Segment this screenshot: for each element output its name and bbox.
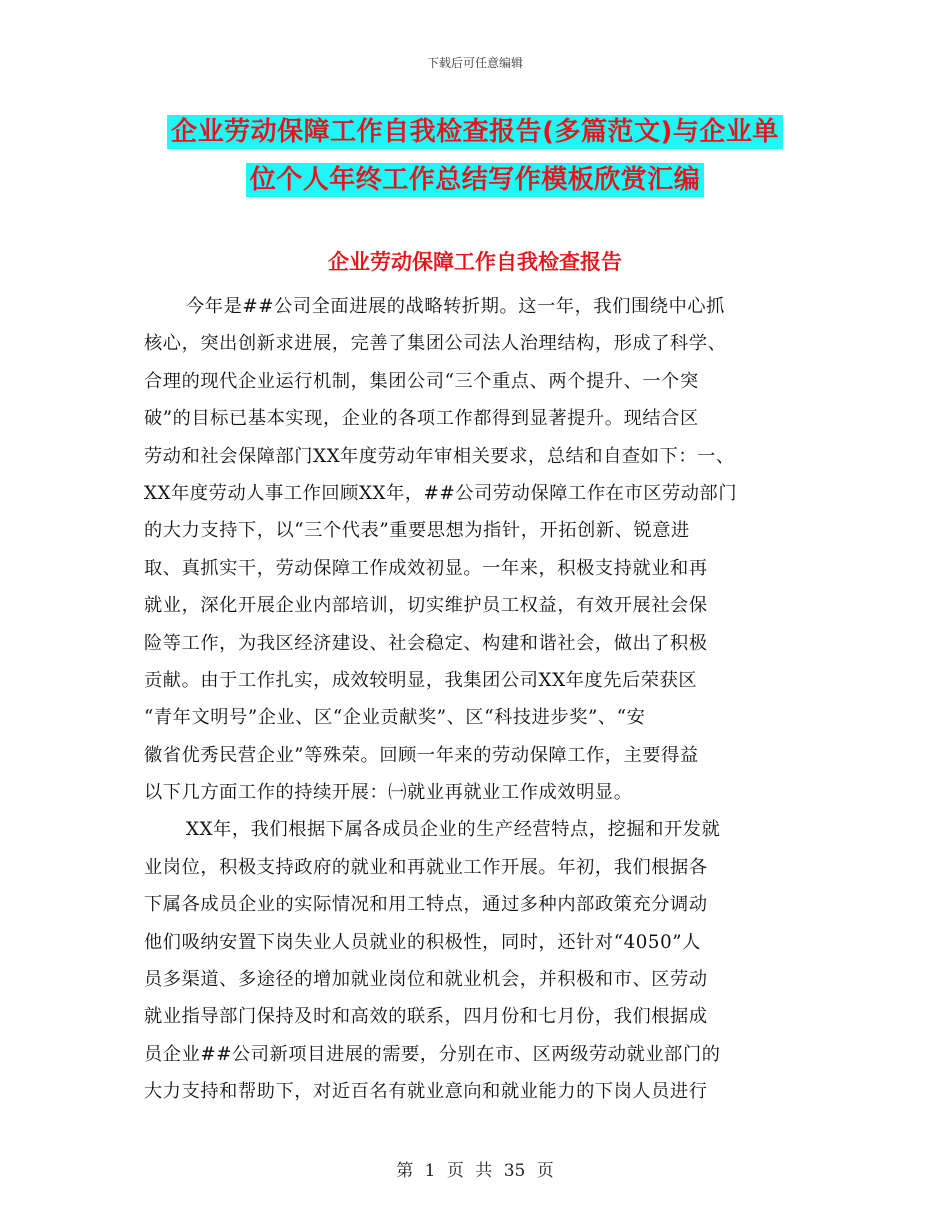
text-line: 员企业##公司新项目进展的需要，分别在市、区两级劳动就业部门的	[144, 1043, 721, 1065]
header-note: 下载后可任意编辑	[426, 56, 523, 70]
document-title	[0, 108, 950, 204]
text-line: 业岗位，积极支持政府的就业和再就业工作开展。年初，我们根据各	[144, 856, 708, 878]
text-line: 就业指导部门保持及时和高效的联系，四月份和七月份，我们根据成	[144, 1006, 708, 1028]
text-line: 劳动和社会保障部门XX年度劳动年审相关要求，总结和自查如下：一、	[144, 445, 735, 467]
document-title-line-1: 企业劳动保障工作自我检查报告(多篇范文)与企业单	[167, 115, 783, 149]
paragraph-1	[144, 288, 816, 811]
text-line: 以下几方面工作的持续开展：㈠就业再就业工作成效明显。	[144, 782, 633, 804]
text-line: 下属各成员企业的实际情况和用工特点，通过多种内部政策充分调动	[144, 894, 708, 916]
body-text	[144, 288, 816, 1111]
text-line: 的大力支持下，以“三个代表”重要思想为指针，开拓创新、锐意进	[144, 520, 690, 542]
text-line: “青年文明号”企业、区“企业贡献奖”、区“科技进步奖”、“安	[144, 707, 646, 729]
text-line: 取、真抓实干，劳动保障工作成效初显。一年来，积极支持就业和再	[144, 557, 708, 579]
text-line: XX年度劳动人事工作回顾XX年，##公司劳动保障工作在市区劳动部门	[144, 482, 738, 504]
text-line: 就业，深化开展企业内部培训，切实维护员工权益，有效开展社会保	[144, 595, 708, 617]
text-line: XX年，我们根据下属各成员企业的生产经营特点，挖掘和开发就	[186, 819, 721, 841]
text-line: 徽省优秀民营企业”等殊荣。回顾一年来的劳动保障工作，主要得益	[144, 744, 699, 766]
text-line: 他们吸纳安置下岗失业人员就业的积极性，同时，还针对“4050”人	[144, 931, 701, 953]
paragraph-2	[144, 811, 816, 1110]
page-number-footer: 第 1 页 共 35 页	[396, 1161, 554, 1181]
text-line: 贡献。由于工作扎实，成效较明显，我集团公司XX年度先后荣获区	[144, 669, 698, 691]
text-line: 险等工作，为我区经济建设、社会稳定、构建和谐社会，做出了积极	[144, 632, 708, 654]
document-title-line-2: 位个人年终工作总结写作模板欣赏汇编	[246, 163, 705, 197]
text-line: 今年是##公司全面进展的战略转折期。这一年，我们围绕中心抓	[186, 296, 725, 317]
text-line: 合理的现代企业运行机制，集团公司“三个重点、两个提升、一个突	[144, 370, 699, 392]
text-line: 员多渠道、多途径的增加就业岗位和就业机会，并积极和市、区劳动	[144, 969, 708, 991]
section-title: 企业劳动保障工作自我检查报告	[328, 250, 622, 274]
text-line: 大力支持和帮助下，对近百名有就业意向和就业能力的下岗人员进行	[144, 1081, 708, 1103]
text-line: 破”的目标已基本实现，企业的各项工作都得到显著提升。现结合区	[144, 408, 699, 430]
text-line: 核心，突出创新求进展，完善了集团公司法人治理结构，形成了科学、	[144, 333, 727, 355]
